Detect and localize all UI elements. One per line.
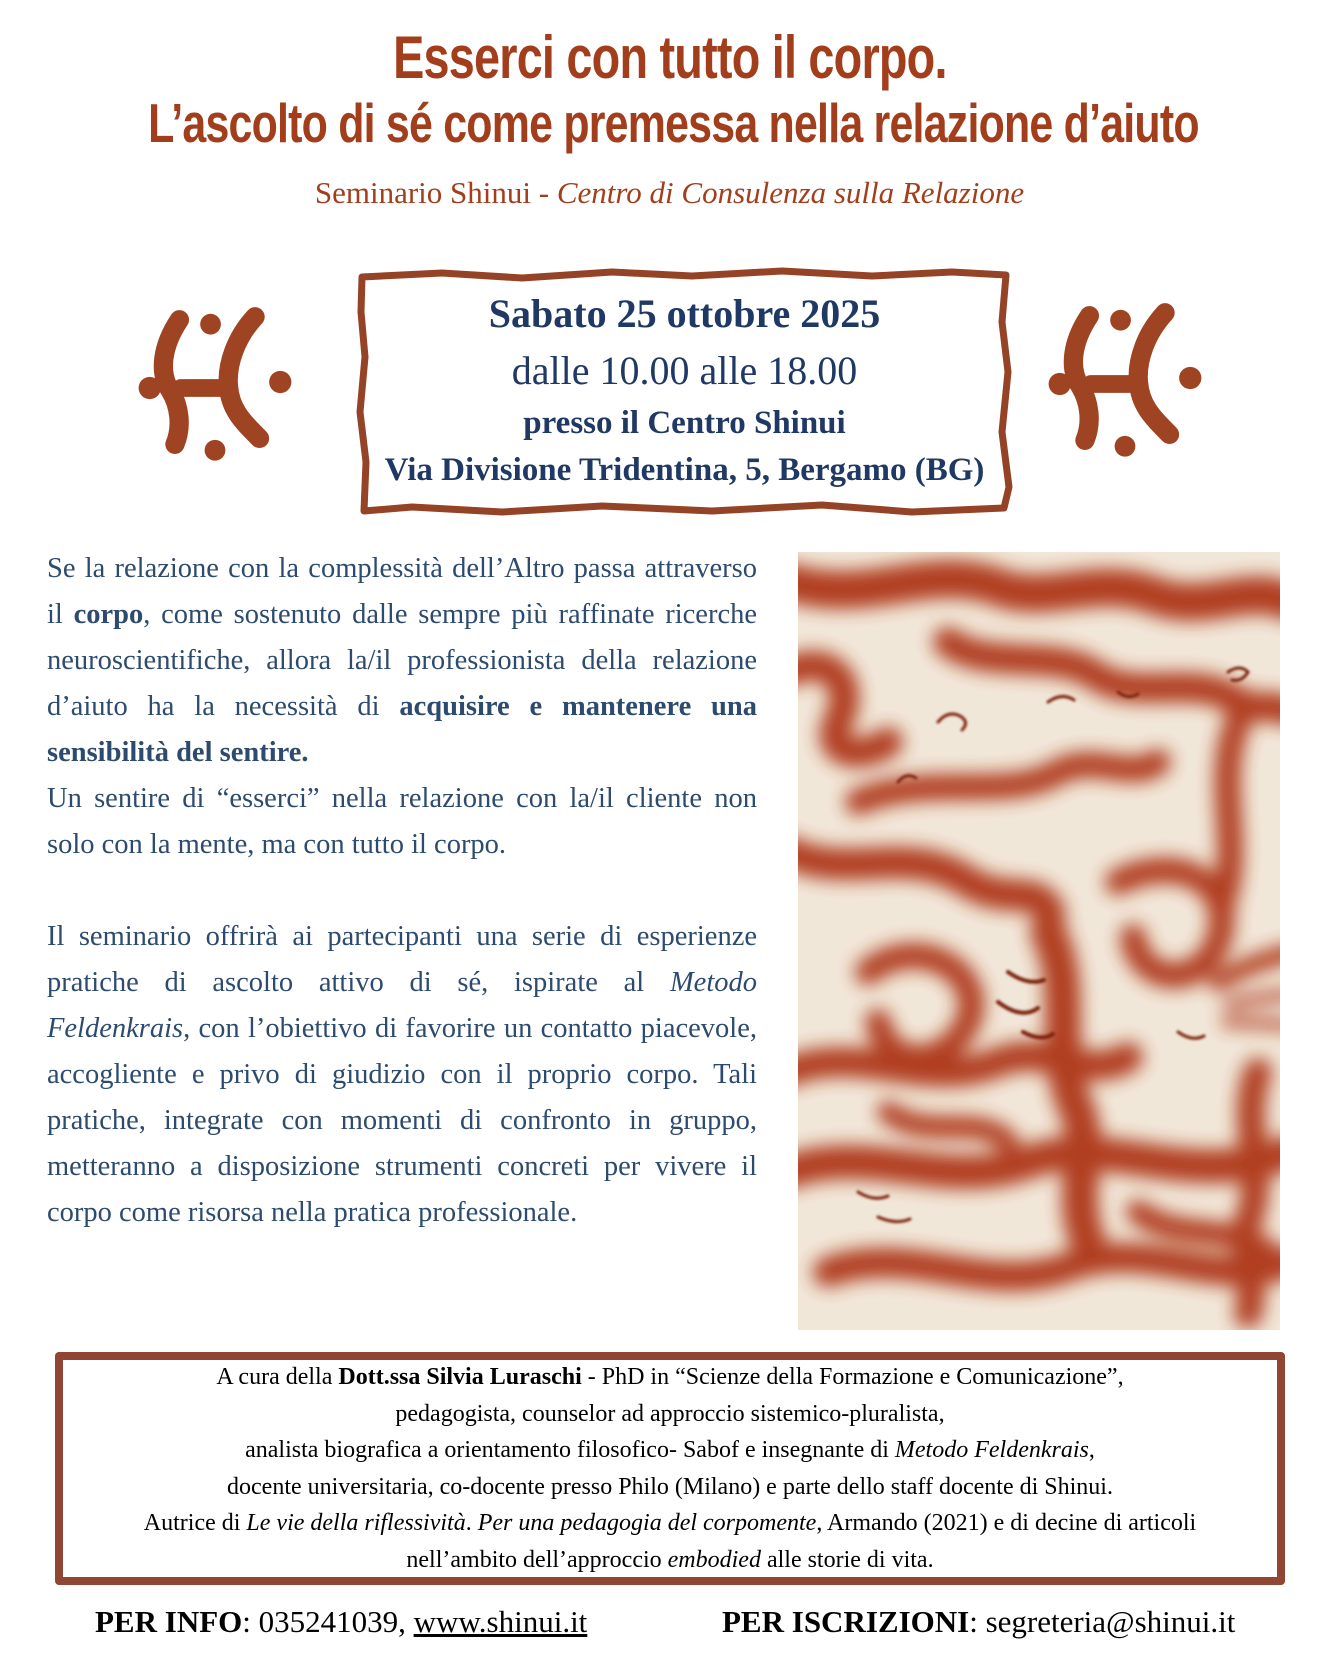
registration-label: PER ISCRIZIONI: bbox=[722, 1604, 986, 1639]
event-address: Via Divisione Tridentina, 5, Bergamo (BG) bbox=[384, 452, 985, 488]
footer bbox=[0, 1604, 1339, 1664]
registration-contact bbox=[722, 1604, 1235, 1640]
page-title-line1: Esserci con tutto il corpo. bbox=[392, 24, 947, 91]
registration-email: segreteria@shinui.it bbox=[985, 1604, 1236, 1639]
header bbox=[0, 26, 1339, 211]
seminar-subtitle: Seminario Shinui - Centro di Consulenza sulla Relazione bbox=[314, 174, 1025, 210]
info-contact bbox=[95, 1604, 587, 1640]
paragraph-seminar: Il seminario offrirà ai partecipanti una serie di esperienze pratiche di ascolto attivo di sé, ispirate al Metodo Feldenkrais, con l’obiettivo di favorire un contatto piacevole, accogliente e privo di giudizio con il proprio corpo. Tali pratiche, integrate con momenti di confronto in gruppo, metteranno a disposizione strumenti concreti per vivere il corpo come risorsa nella pratica professionale. bbox=[47, 921, 757, 1228]
seminar-artwork-image bbox=[798, 552, 1280, 1330]
event-date: Sabato 25 ottobre 2025 bbox=[488, 291, 881, 336]
shinui-logo-icon bbox=[126, 296, 304, 464]
event-venue: presso il Centro Shinui bbox=[523, 405, 846, 441]
author-line: Autrice di Le vie della riflessività. Per una pedagogia del corpomente, Armando (2021) e di decine di articoli bbox=[143, 1510, 1197, 1536]
shinui-website-link[interactable]: www.shinui.it bbox=[413, 1604, 588, 1639]
event-time: dalle 10.00 alle 18.00 bbox=[511, 348, 858, 393]
info-label: PER INFO: 035241039, bbox=[95, 1604, 414, 1639]
body-text bbox=[47, 546, 757, 1282]
author-line: docente universitaria, co-docente presso Philo (Milano) e parte dello staff docente di Shinui. bbox=[227, 1473, 1113, 1500]
shinui-logo-icon bbox=[1036, 292, 1214, 460]
author-line: pedagogista, counselor ad approccio sistemico-pluralista, bbox=[395, 1400, 945, 1427]
author-line: A cura della Dott.ssa Silvia Luraschi - PhD in “Scienze della Formazione e Comunicazione”, bbox=[216, 1364, 1124, 1390]
author-line: analista biografica a orientamento filosofico- Sabof e insegnante di Metodo Feldenkrais, bbox=[245, 1437, 1095, 1463]
page-title-line2: L’ascolto di sé come premessa nella relazione d’aiuto bbox=[148, 92, 1199, 154]
paragraph-intro: Se la relazione con la complessità dell’Altro passa attraverso il corpo, come sostenuto dalle sempre più raffinate ricerche neuroscientifiche, allora la/il professionista della relazione d’aiuto ha la necessità di acquisire e mantenere una sensibilità del sentire. Un sentire di “esserci” nella relazione con la/il cliente non solo con la mente, ma con tutto il corpo. bbox=[47, 553, 757, 860]
event-info-box bbox=[352, 262, 1017, 518]
author-bio-box bbox=[55, 1352, 1285, 1585]
author-line: nell’ambito dell’approccio embodied alle storie di vita. bbox=[406, 1546, 934, 1573]
